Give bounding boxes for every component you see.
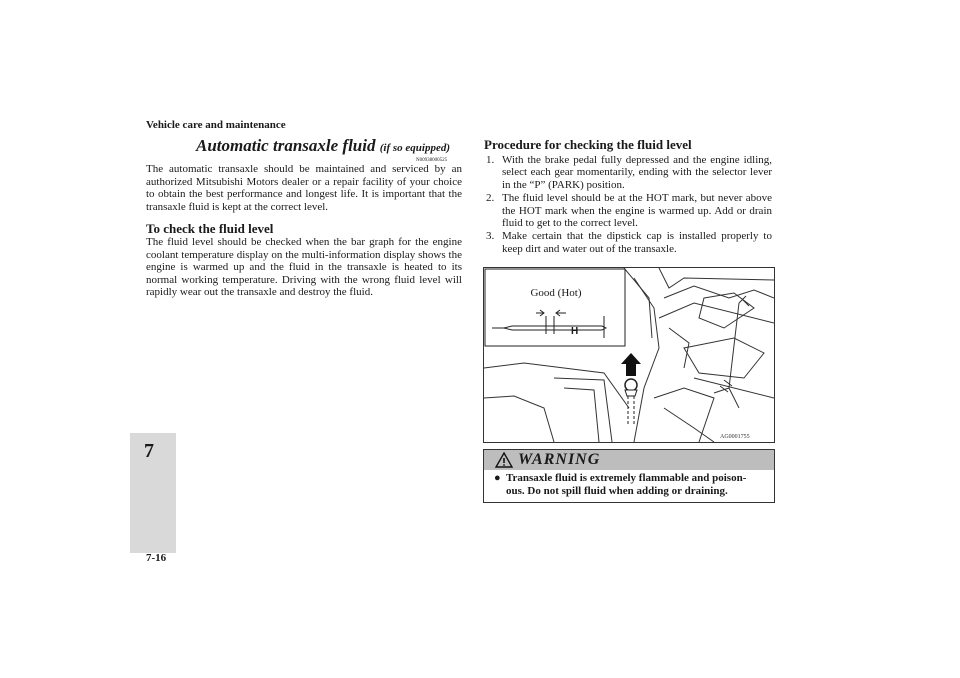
section-header: Vehicle care and maintenance	[146, 119, 286, 131]
engine-bay-illustration	[484, 268, 774, 442]
warning-title: WARNING	[518, 451, 601, 468]
article-title	[196, 136, 450, 156]
procedure-steps	[484, 154, 772, 256]
figure-code: AG0001755	[720, 434, 750, 440]
intro-paragraph: The automatic transaxle should be maintained and serviced by an authorized Mitsubishi Motors dealer or a repair facility of your choice to obtain the best performance and longest life. It is important that the transaxle fluid is kept at the correct level.	[146, 163, 462, 213]
warning-line-2: ous. Do not spill fluid when adding or draining.	[506, 484, 728, 497]
warning-text	[494, 472, 764, 497]
procedure-step: 2. The fluid level should be at the HOT mark, but never above the HOT mark when the engine is warmed up. Add or drain fluid to get to the correct level.	[486, 192, 772, 230]
check-paragraph: The fluid level should be checked when the bar graph for the engine coolant temperature display on the multi-information display shows the engine is warmed up and the fluid in the transaxle is heated to its normal working temperature. Driving with the wrong fluid level will rapidly wear out the transaxle and destroy the fluid.	[146, 236, 462, 299]
document-code: N00938000525	[416, 158, 448, 163]
warning-box	[483, 449, 775, 503]
procedure-step: 3. Make certain that the dipstick cap is installed properly to keep dirt and water out of the transaxle.	[486, 230, 772, 255]
dipstick-figure	[483, 267, 775, 443]
page-number: 7-16	[146, 552, 167, 564]
warning-triangle-icon	[494, 451, 514, 469]
procedure-step: 1. With the brake pedal fully depressed and the engine idling, select each gear momentarily, ending with the selector lever in the “P” (PARK) position.	[486, 154, 772, 191]
hot-mark-letter: H	[571, 326, 579, 337]
article-title-text: Automatic transaxle fluid	[196, 136, 376, 155]
article-title-suffix: (if so equipped)	[379, 142, 450, 154]
check-heading: To check the fluid level	[146, 221, 274, 236]
procedure-heading: Procedure for checking the fluid level	[484, 137, 692, 152]
warning-line-1: Transaxle fluid is extremely flammable and poison-	[506, 472, 747, 484]
bullet-icon: ●	[494, 472, 501, 484]
chapter-tab-number: 7	[144, 440, 154, 462]
dipstick-icon	[625, 379, 637, 424]
warning-header	[484, 450, 774, 470]
inset-label: Good (Hot)	[530, 287, 582, 299]
up-arrow-icon	[621, 353, 641, 376]
